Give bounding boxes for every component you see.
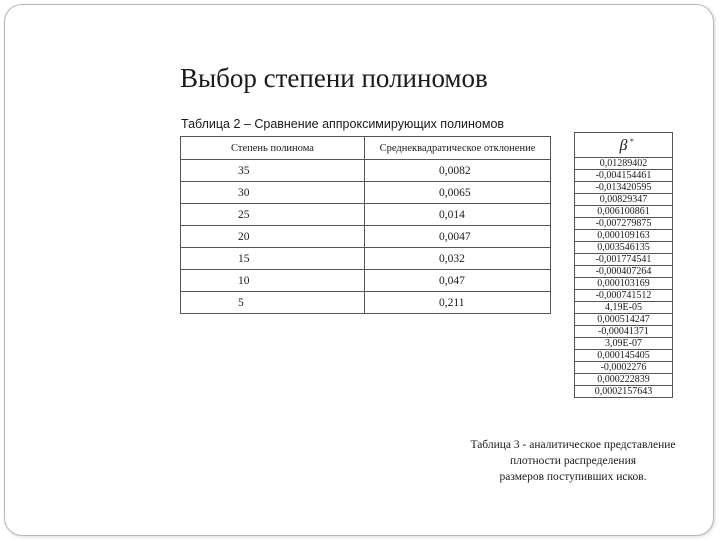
column-header-deviation: Среднеквадратическое отклонение bbox=[365, 137, 551, 160]
degree-cell: 30 bbox=[181, 182, 365, 204]
table-row bbox=[575, 374, 673, 386]
beta-value-cell: 0,006100861 bbox=[575, 206, 673, 218]
degree-cell: 15 bbox=[181, 248, 365, 270]
table3-caption-line: плотности распределения bbox=[509, 455, 637, 467]
table-row bbox=[575, 254, 673, 266]
deviation-cell: 0,032 bbox=[365, 248, 551, 270]
degree-cell: 5 bbox=[181, 292, 365, 314]
degree-cell: 35 bbox=[181, 160, 365, 182]
beta-value-cell: -0,001774541 bbox=[575, 254, 673, 266]
table2-caption: Таблица 2 – Сравнение аппроксимирующих полиномов bbox=[181, 117, 505, 131]
table-row bbox=[181, 160, 551, 182]
beta-value-cell: 0,0002157643 bbox=[575, 386, 673, 398]
beta-header bbox=[575, 133, 673, 158]
table-row bbox=[575, 158, 673, 170]
table3-caption bbox=[437, 437, 709, 485]
beta-value-cell: -0,00041371 bbox=[575, 326, 673, 338]
beta-superscript: * bbox=[629, 136, 634, 146]
table-row bbox=[575, 278, 673, 290]
table-row bbox=[575, 194, 673, 206]
table3-caption-line: Таблица 3 - аналитическое представление bbox=[470, 439, 676, 451]
beta-value-cell: 0,000145405 bbox=[575, 350, 673, 362]
beta-value-cell: 0,003546135 bbox=[575, 242, 673, 254]
beta-value-cell: 0,000222839 bbox=[575, 374, 673, 386]
deviation-cell: 0,0082 bbox=[365, 160, 551, 182]
slide-title: Выбор степени полиномов bbox=[180, 63, 488, 93]
table-row bbox=[575, 326, 673, 338]
table-row bbox=[575, 386, 673, 398]
beta-value-cell: 4,19E-05 bbox=[575, 302, 673, 314]
column-header-degree: Степень полинома bbox=[181, 137, 365, 160]
table-row bbox=[575, 314, 673, 326]
beta-letter: β bbox=[619, 136, 628, 154]
table-row bbox=[575, 290, 673, 302]
beta-value-cell: 0,000514247 bbox=[575, 314, 673, 326]
table-row bbox=[575, 170, 673, 182]
beta-coefficients-table bbox=[574, 132, 673, 398]
table-row bbox=[181, 182, 551, 204]
beta-value-cell: 0,000103169 bbox=[575, 278, 673, 290]
table-row bbox=[575, 230, 673, 242]
deviation-cell: 0,211 bbox=[365, 292, 551, 314]
beta-value-cell: 0,01289402 bbox=[575, 158, 673, 170]
table-header-row bbox=[181, 137, 551, 160]
table-row bbox=[575, 182, 673, 194]
table-row bbox=[181, 292, 551, 314]
deviation-cell: 0,0047 bbox=[365, 226, 551, 248]
table-row bbox=[181, 248, 551, 270]
table-row bbox=[575, 338, 673, 350]
degree-cell: 10 bbox=[181, 270, 365, 292]
beta-value-cell: 0,00829347 bbox=[575, 194, 673, 206]
beta-value-cell: 0,000109163 bbox=[575, 230, 673, 242]
table-row bbox=[575, 242, 673, 254]
table-row bbox=[181, 226, 551, 248]
table-row bbox=[181, 270, 551, 292]
deviation-cell: 0,014 bbox=[365, 204, 551, 226]
table-row bbox=[575, 206, 673, 218]
table3-caption-line: размеров поступивших исков. bbox=[499, 471, 647, 483]
deviation-cell: 0,047 bbox=[365, 270, 551, 292]
degree-cell: 20 bbox=[181, 226, 365, 248]
beta-value-cell: -0,007279875 bbox=[575, 218, 673, 230]
beta-value-cell: 3,09E-07 bbox=[575, 338, 673, 350]
table-row bbox=[575, 266, 673, 278]
table-row bbox=[575, 350, 673, 362]
slide bbox=[4, 4, 714, 536]
beta-value-cell: -0,000741512 bbox=[575, 290, 673, 302]
polynomial-comparison-table bbox=[180, 136, 551, 314]
beta-value-cell: -0,000407264 bbox=[575, 266, 673, 278]
degree-cell: 25 bbox=[181, 204, 365, 226]
deviation-cell: 0,0065 bbox=[365, 182, 551, 204]
beta-symbol bbox=[619, 136, 634, 154]
table-row bbox=[575, 362, 673, 374]
beta-value-cell: -0,0002276 bbox=[575, 362, 673, 374]
table-row bbox=[575, 218, 673, 230]
beta-value-cell: -0,013420595 bbox=[575, 182, 673, 194]
table-row bbox=[181, 204, 551, 226]
table-header-row bbox=[575, 133, 673, 158]
table-row bbox=[575, 302, 673, 314]
beta-value-cell: -0,004154461 bbox=[575, 170, 673, 182]
